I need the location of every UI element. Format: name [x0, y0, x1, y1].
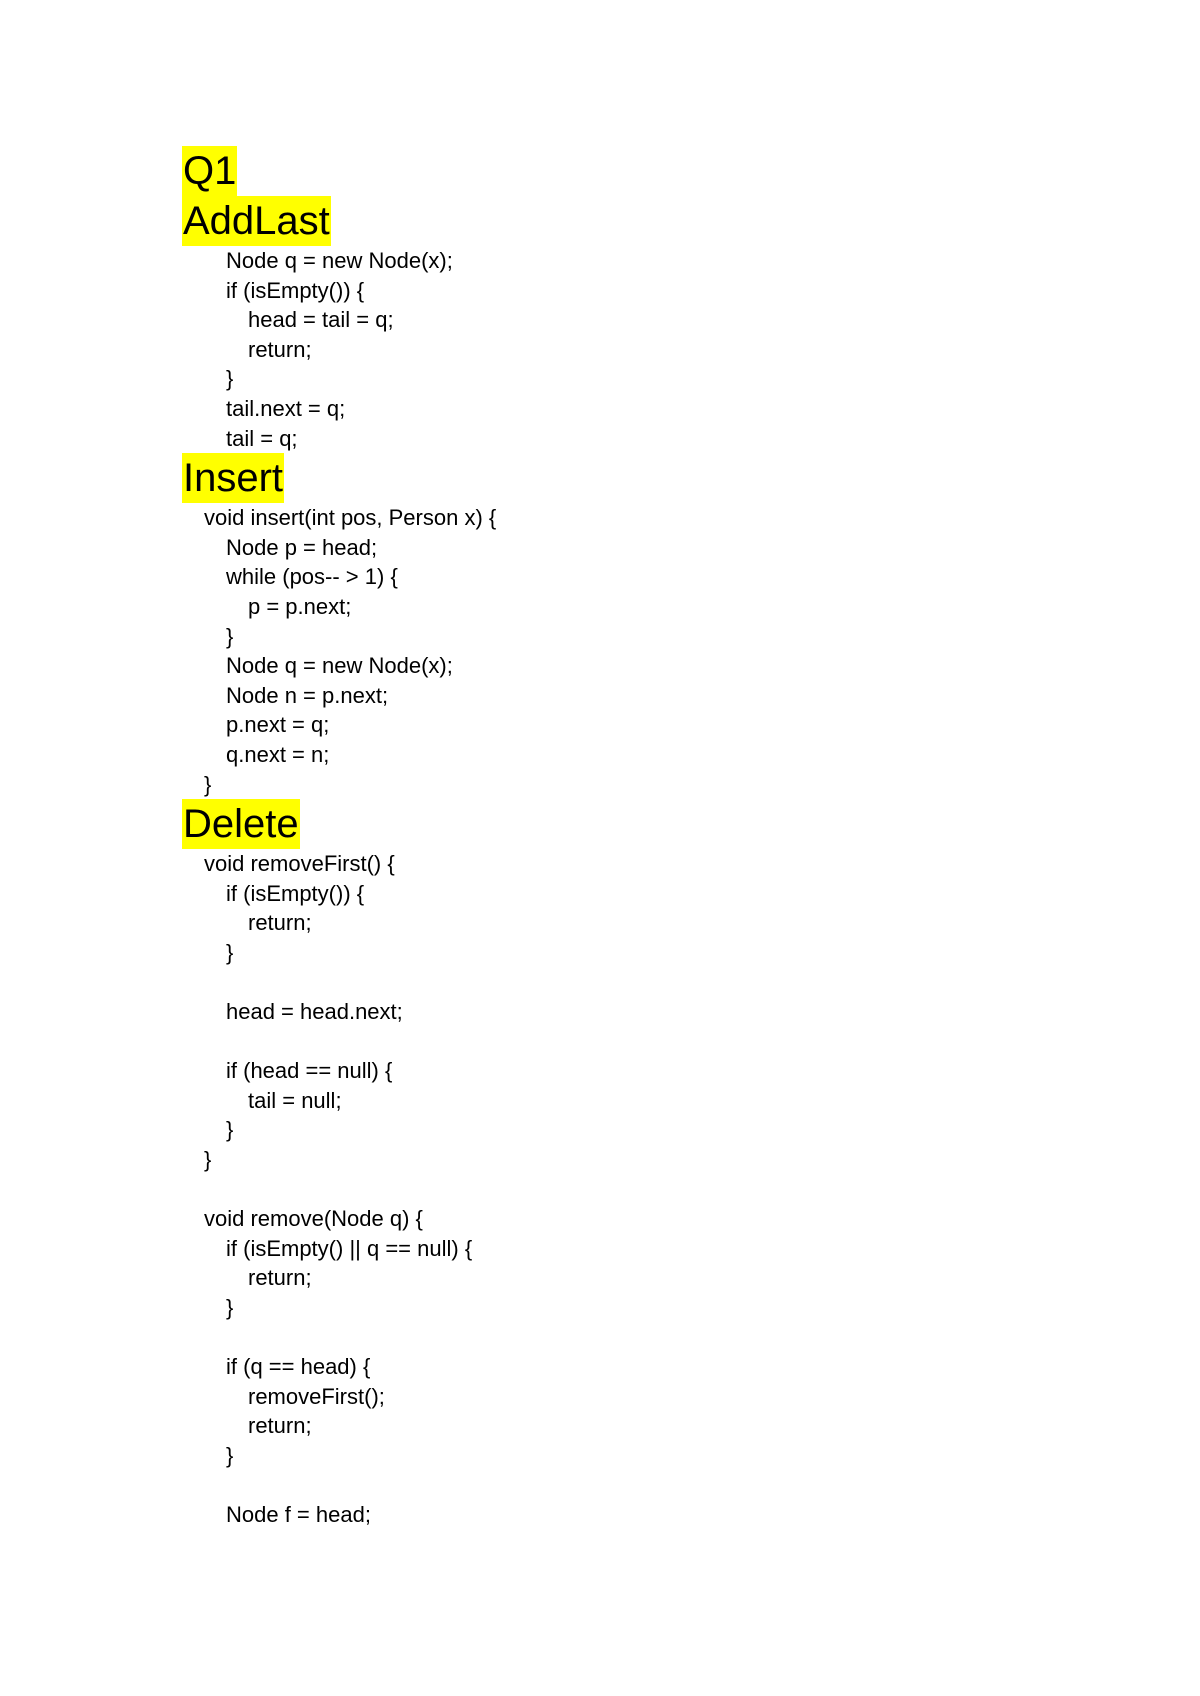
code-line: Node q = new Node(x); — [226, 653, 453, 679]
code-line: p = p.next; — [248, 593, 352, 619]
code-line: } — [226, 1117, 234, 1143]
code-line: if (isEmpty() || q == null) { — [226, 1235, 473, 1261]
code-line: Node p = head; — [226, 534, 378, 560]
code-line: removeFirst(); — [248, 1383, 385, 1409]
section-heading-addlast — [182, 196, 1082, 246]
code-line: } — [204, 1147, 212, 1173]
highlighted-heading-text: AddLast — [182, 196, 331, 246]
blank-line — [182, 1175, 1082, 1205]
blank-line — [182, 1323, 1082, 1353]
code-line: if (isEmpty()) { — [226, 880, 365, 906]
code-line: q.next = n; — [226, 741, 330, 767]
code-line: void remove(Node q) { — [204, 1206, 423, 1232]
code-line: tail.next = q; — [226, 395, 346, 421]
code-line: } — [226, 939, 234, 965]
document-content — [182, 146, 1082, 1530]
highlighted-heading-text: Q1 — [182, 146, 237, 196]
section-heading-delete — [182, 799, 1082, 849]
code-line: tail = q; — [226, 425, 298, 451]
code-line: if (head == null) { — [226, 1058, 393, 1084]
code-line: Node q = new Node(x); — [226, 248, 453, 273]
code-line: return; — [248, 1265, 312, 1291]
code-line: } — [226, 1442, 234, 1468]
section-heading-insert — [182, 453, 1082, 503]
blank-line — [182, 967, 1082, 997]
code-line: head = head.next; — [226, 999, 403, 1025]
code-line: } — [226, 366, 234, 392]
code-line: return; — [248, 910, 312, 936]
blank-line — [182, 1027, 1082, 1057]
highlighted-heading-text: Insert — [182, 453, 284, 503]
code-line: head = tail = q; — [248, 307, 394, 333]
blank-line — [182, 1471, 1082, 1501]
code-line: if (q == head) { — [226, 1354, 371, 1380]
code-line: return; — [248, 1413, 312, 1439]
code-line: Node n = p.next; — [226, 682, 389, 708]
code-line: return; — [248, 336, 312, 362]
code-line: } — [226, 1295, 234, 1320]
section-heading-q1 — [182, 146, 1082, 196]
code-line: Node f = head; — [226, 1502, 371, 1528]
code-line: } — [204, 771, 212, 797]
highlighted-heading-text: Delete — [182, 799, 300, 849]
code-line: void insert(int pos, Person x) { — [204, 505, 497, 531]
code-line: p.next = q; — [226, 712, 330, 738]
code-line: while (pos-- > 1) { — [226, 564, 398, 590]
code-line: void removeFirst() { — [204, 851, 395, 877]
code-line: } — [226, 623, 234, 649]
code-line: tail = null; — [248, 1087, 342, 1113]
code-line: if (isEmpty()) { — [226, 277, 365, 303]
